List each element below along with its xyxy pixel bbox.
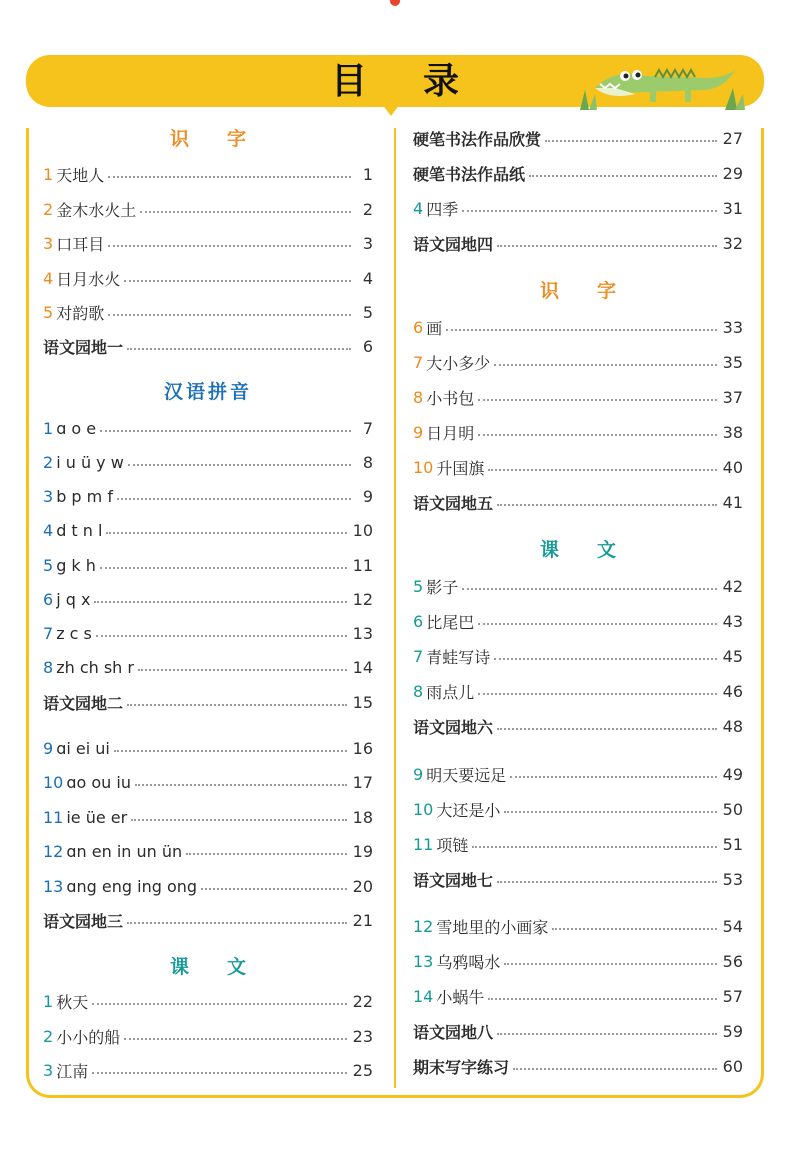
toc-entry[interactable]: [413, 914, 743, 938]
leader-dots: [124, 1038, 346, 1040]
entry-title: ɑo ou iu: [66, 772, 131, 792]
toc-entry[interactable]: [43, 450, 373, 474]
entry-number: 7: [413, 352, 424, 372]
crocodile-illustration: [575, 60, 750, 115]
leader-dots: [131, 819, 346, 821]
toc-entry-yuwen-yuandi[interactable]: [413, 714, 743, 738]
entry-title: 语文园地五: [413, 493, 494, 513]
leader-dots: [186, 853, 347, 855]
entry-number: 5: [413, 576, 424, 596]
toc-entry[interactable]: [43, 736, 373, 760]
entry-number: 5: [43, 555, 54, 575]
leader-dots: [510, 776, 716, 778]
leader-dots: [106, 532, 346, 534]
leader-dots: [472, 846, 716, 848]
entry-page: 51: [722, 834, 743, 854]
toc-entry-yuwen-yuandi[interactable]: [413, 1019, 743, 1043]
leader-dots: [114, 750, 347, 752]
leader-dots: [478, 693, 716, 695]
entry-title: 大小多少: [426, 353, 491, 373]
entry-page: 31: [722, 198, 743, 218]
entry-title: 明天要远足: [426, 765, 507, 785]
entry-number: 3: [43, 486, 54, 506]
entry-title: 项链: [436, 835, 469, 855]
entry-page: 41: [722, 492, 743, 512]
leader-dots: [127, 922, 347, 924]
toc-entry[interactable]: [413, 350, 743, 374]
leader-dots: [488, 998, 716, 1000]
leader-dots: [96, 635, 347, 637]
entry-number: 12: [413, 916, 434, 936]
entry-number: 4: [43, 520, 54, 540]
toc-entry[interactable]: [43, 770, 373, 794]
entry-number: 6: [43, 589, 54, 609]
toc-entry[interactable]: [43, 1058, 373, 1082]
entry-number: 10: [413, 457, 434, 477]
leader-dots: [201, 888, 347, 890]
entry-page: 57: [722, 986, 743, 1006]
top-mark: [390, 0, 400, 6]
leader-dots: [529, 175, 717, 177]
entry-page: 25: [352, 1060, 373, 1080]
leader-dots: [100, 567, 347, 569]
toc-entry[interactable]: [43, 231, 373, 255]
toc-entry[interactable]: [413, 455, 743, 479]
leader-dots: [488, 469, 716, 471]
leader-dots: [497, 1033, 717, 1035]
entry-title: b p m f: [56, 486, 113, 506]
entry-number: 9: [413, 422, 424, 442]
entry-number: 5: [43, 302, 54, 322]
entry-number: 8: [413, 681, 424, 701]
column-divider: [394, 128, 396, 1088]
entry-title: 口耳目: [56, 234, 105, 254]
entry-title: 雨点儿: [426, 682, 475, 702]
leader-dots: [552, 928, 716, 930]
entry-number: 11: [413, 834, 434, 854]
entry-title: 语文园地八: [413, 1022, 494, 1042]
leader-dots: [446, 329, 716, 331]
leader-dots: [108, 245, 351, 247]
leader-dots: [108, 176, 351, 178]
entry-title: ɑi ei ui: [56, 738, 110, 758]
toc-entry[interactable]: [413, 679, 743, 703]
leader-dots: [138, 669, 347, 671]
toc-entry-yuwen-yuandi[interactable]: [43, 334, 373, 358]
leader-dots: [497, 728, 717, 730]
entry-title: 语文园地七: [413, 870, 494, 890]
entry-title: 四季: [426, 199, 459, 219]
leader-dots: [494, 364, 716, 366]
section-heading-kewen: 课文: [169, 956, 284, 978]
toc-entry[interactable]: [43, 805, 373, 829]
entry-number: 2: [43, 452, 54, 472]
toc-entry[interactable]: [43, 484, 373, 508]
entry-number: 13: [43, 876, 64, 896]
leader-dots: [127, 348, 351, 350]
entry-title: 比尾巴: [426, 612, 475, 632]
leader-dots: [478, 399, 716, 401]
leader-dots: [127, 704, 347, 706]
toc-entry-yuwen-yuandi[interactable]: [43, 690, 373, 714]
toc-entry[interactable]: [43, 839, 373, 863]
toc-entry[interactable]: [413, 420, 743, 444]
leader-dots: [545, 140, 717, 142]
entry-title: ɑn en in un ün: [66, 841, 183, 861]
entry-page: 54: [722, 916, 743, 936]
entry-title: 期末写字练习: [413, 1057, 510, 1077]
entry-title: 雪地里的小画家: [436, 917, 549, 937]
toc-entry[interactable]: [43, 266, 373, 290]
entry-number: 4: [43, 268, 54, 288]
leader-dots: [92, 1072, 346, 1074]
leader-dots: [140, 211, 351, 213]
entry-page: 46: [722, 681, 743, 701]
toc-entry[interactable]: [413, 574, 743, 598]
entry-page: 35: [722, 352, 743, 372]
leader-dots: [497, 245, 717, 247]
entry-page: 13: [352, 623, 373, 643]
entry-number: 12: [43, 841, 64, 861]
entry-page: 5: [362, 302, 373, 322]
entry-page: 40: [722, 457, 743, 477]
entry-title: 大还是小: [436, 800, 501, 820]
section-heading-pinyin: 汉语拼音: [163, 381, 252, 403]
entry-title: 语文园地一: [43, 337, 124, 357]
toc-entry[interactable]: [413, 315, 743, 339]
entry-title: ɑng eng ing ong: [66, 876, 198, 896]
entry-title: zh ch sh r: [56, 657, 134, 677]
leader-dots: [108, 314, 351, 316]
entry-page: 56: [722, 951, 743, 971]
toc-entry[interactable]: [43, 655, 373, 679]
section-heading-shizi: 识字: [539, 280, 654, 302]
entry-page: 53: [722, 869, 743, 889]
entry-page: 18: [352, 807, 373, 827]
entry-page: 49: [722, 764, 743, 784]
entry-page: 27: [722, 128, 743, 148]
entry-number: 2: [43, 1026, 54, 1046]
entry-number: 10: [413, 799, 434, 819]
entry-page: 43: [722, 611, 743, 631]
toc-entry[interactable]: [43, 621, 373, 645]
entry-title: 语文园地三: [43, 911, 124, 931]
toc-entry[interactable]: [413, 196, 743, 220]
entry-page: 12: [352, 589, 373, 609]
entry-number: 10: [43, 772, 64, 792]
entry-page: 3: [362, 233, 373, 253]
entry-number: 2: [43, 199, 54, 219]
toc-entry[interactable]: [43, 416, 373, 440]
entry-page: 9: [362, 486, 373, 506]
entry-number: 1: [43, 991, 54, 1011]
entry-page: 23: [352, 1026, 373, 1046]
entry-title: 升国旗: [436, 458, 485, 478]
leader-dots: [504, 963, 716, 965]
leader-dots: [462, 210, 716, 212]
entry-number: 3: [43, 233, 54, 253]
toc-entry-yuwen-yuandi[interactable]: [413, 231, 743, 255]
entry-page: 21: [352, 910, 373, 930]
leader-dots: [513, 1068, 717, 1070]
section-heading-shizi: 识字: [169, 128, 284, 150]
entry-number: 6: [413, 611, 424, 631]
toc-entry-yuwen-yuandi[interactable]: [413, 867, 743, 891]
toc-entry[interactable]: [43, 587, 373, 611]
entry-title: 语文园地四: [413, 234, 494, 254]
toc-entry[interactable]: [43, 1024, 373, 1048]
toc-entry[interactable]: [43, 518, 373, 542]
toc-entry[interactable]: [413, 126, 743, 150]
entry-page: 45: [722, 646, 743, 666]
entry-page: 50: [722, 799, 743, 819]
entry-number: 7: [413, 646, 424, 666]
entry-page: 14: [352, 657, 373, 677]
entry-title: 对韵歌: [56, 303, 105, 323]
toc-entry[interactable]: [43, 197, 373, 221]
page-title: 目录: [330, 61, 515, 102]
entry-title: 小蜗牛: [436, 987, 485, 1007]
entry-title: ɑ o e: [56, 418, 97, 438]
leader-dots: [94, 601, 346, 603]
entry-title: 硬笔书法作品欣赏: [413, 129, 542, 149]
entry-page: 7: [362, 418, 373, 438]
entry-number: 8: [413, 387, 424, 407]
leader-dots: [135, 784, 347, 786]
entry-number: 7: [43, 623, 54, 643]
entry-title: 日月水火: [56, 269, 121, 289]
entry-number: 6: [413, 317, 424, 337]
entry-title: 日月明: [426, 423, 475, 443]
leader-dots: [478, 434, 716, 436]
entry-title: 秋天: [56, 992, 89, 1012]
entry-title: 硬笔书法作品纸: [413, 164, 526, 184]
entry-page: 16: [352, 738, 373, 758]
entry-page: 32: [722, 233, 743, 253]
leader-dots: [462, 588, 716, 590]
toc-entry[interactable]: [413, 797, 743, 821]
entry-title: 语文园地六: [413, 717, 494, 737]
entry-title: 画: [426, 318, 443, 338]
toc-entry-yuwen-yuandi[interactable]: [43, 908, 373, 932]
entry-page: 38: [722, 422, 743, 442]
entry-page: 6: [362, 336, 373, 356]
toc-entry[interactable]: [413, 609, 743, 633]
entry-title: d t n l: [56, 520, 103, 540]
banner-notch: [382, 104, 400, 116]
toc-entry[interactable]: [413, 984, 743, 1008]
entry-page: 22: [352, 991, 373, 1011]
entry-page: 59: [722, 1021, 743, 1041]
section-heading-kewen: 课文: [539, 539, 654, 561]
entry-page: 48: [722, 716, 743, 736]
entry-title: 乌鸦喝水: [436, 952, 501, 972]
entry-page: 17: [352, 772, 373, 792]
toc-entry[interactable]: [413, 1054, 743, 1078]
toc-entry[interactable]: [413, 644, 743, 668]
toc-entry[interactable]: [413, 385, 743, 409]
entry-title: 天地人: [56, 165, 105, 185]
entry-page: 60: [722, 1056, 743, 1076]
entry-number: 13: [413, 951, 434, 971]
entry-number: 11: [43, 807, 64, 827]
entry-title: i u ü y w: [56, 452, 124, 472]
entry-number: 8: [43, 657, 54, 677]
toc-entry[interactable]: [43, 989, 373, 1013]
toc-entry[interactable]: [43, 162, 373, 186]
leader-dots: [117, 498, 351, 500]
entry-title: 青蛙写诗: [426, 647, 491, 667]
leader-dots: [497, 881, 717, 883]
entry-number: 14: [413, 986, 434, 1006]
entry-page: 4: [362, 268, 373, 288]
entry-number: 3: [43, 1060, 54, 1080]
leader-dots: [504, 811, 716, 813]
entry-page: 15: [352, 692, 373, 712]
entry-title: z c s: [56, 623, 92, 643]
entry-page: 19: [352, 841, 373, 861]
entry-number: 9: [413, 764, 424, 784]
toc-entry[interactable]: [43, 553, 373, 577]
entry-page: 37: [722, 387, 743, 407]
entry-page: 33: [722, 317, 743, 337]
entry-title: ie üe er: [66, 807, 128, 827]
entry-number: 4: [413, 198, 424, 218]
entry-title: 小书包: [426, 388, 475, 408]
toc-entry[interactable]: [43, 300, 373, 324]
leader-dots: [124, 280, 351, 282]
toc-entry[interactable]: [413, 832, 743, 856]
toc-entry-yuwen-yuandi[interactable]: [413, 490, 743, 514]
entry-title: 语文园地二: [43, 693, 124, 713]
entry-page: 1: [362, 164, 373, 184]
toc-entry[interactable]: [413, 949, 743, 973]
toc-entry[interactable]: [413, 161, 743, 185]
entry-page: 29: [722, 163, 743, 183]
leader-dots: [497, 504, 717, 506]
leader-dots: [128, 464, 351, 466]
entry-number: 1: [43, 164, 54, 184]
entry-page: 20: [352, 876, 373, 896]
toc-entry[interactable]: [43, 874, 373, 898]
entry-number: 9: [43, 738, 54, 758]
entry-page: 10: [352, 520, 373, 540]
entry-title: 影子: [426, 577, 459, 597]
leader-dots: [100, 430, 351, 432]
entry-page: 8: [362, 452, 373, 472]
leader-dots: [478, 623, 716, 625]
toc-entry[interactable]: [413, 762, 743, 786]
entry-title: 金木水火土: [56, 200, 137, 220]
entry-title: 江南: [56, 1061, 89, 1081]
entry-number: 1: [43, 418, 54, 438]
leader-dots: [494, 658, 716, 660]
entry-page: 11: [352, 555, 373, 575]
entry-page: 42: [722, 576, 743, 596]
entry-title: j q x: [56, 589, 91, 609]
entry-page: 2: [362, 199, 373, 219]
entry-title: g k h: [56, 555, 96, 575]
leader-dots: [92, 1003, 346, 1005]
entry-title: 小小的船: [56, 1027, 121, 1047]
